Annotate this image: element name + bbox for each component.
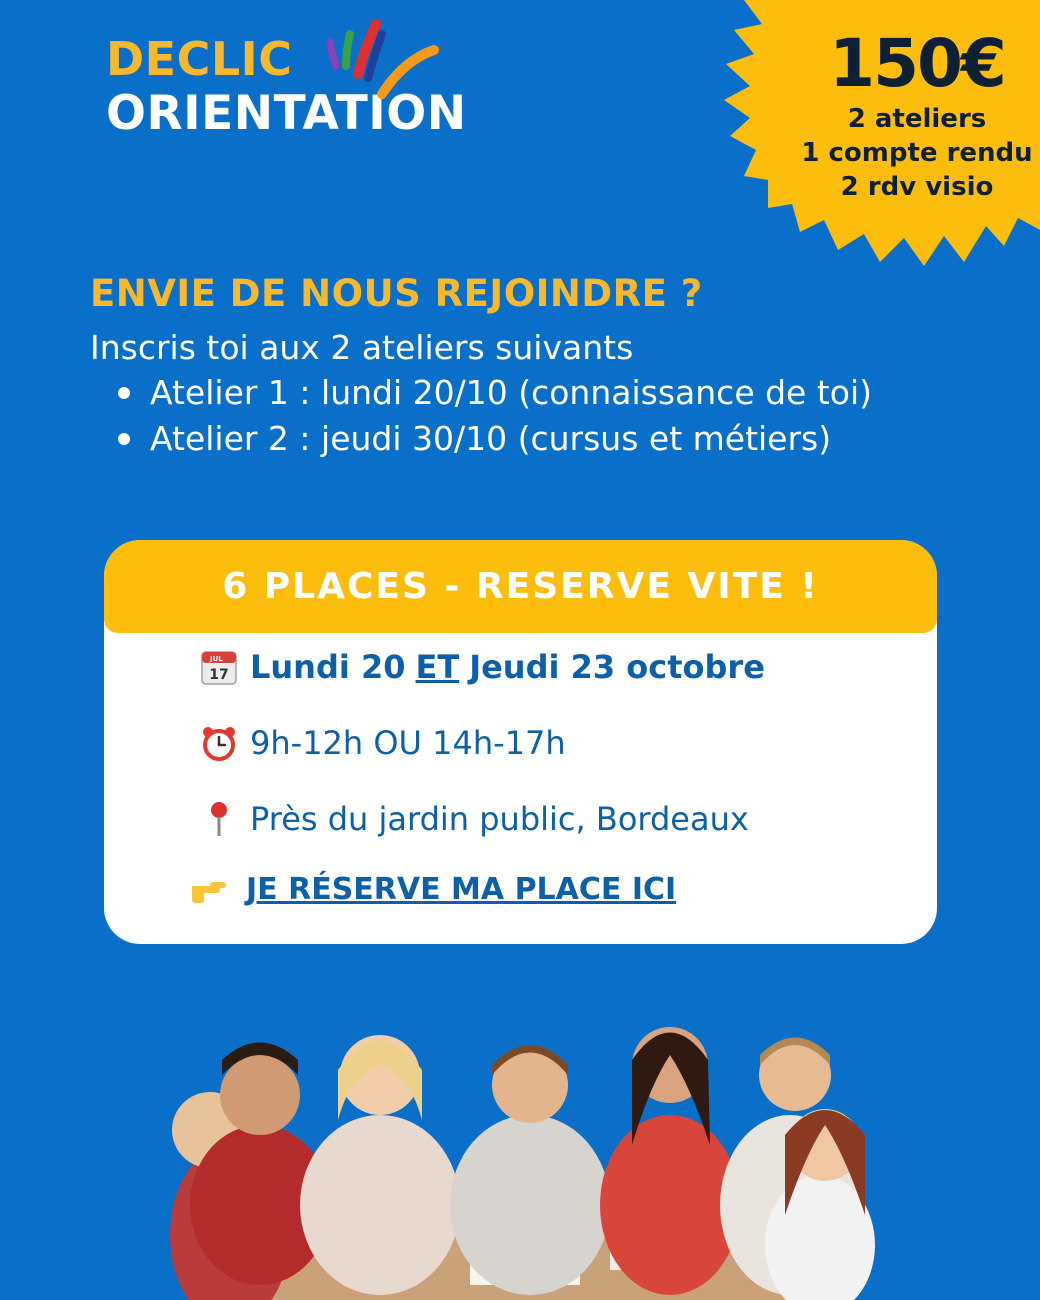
- date-part2: Jeudi 23 octobre: [469, 648, 765, 686]
- price-badge: [794, 26, 1040, 204]
- date-et: ET: [415, 648, 460, 686]
- pin-icon: [200, 800, 238, 838]
- headline: ENVIE DE NOUS REJOINDRE ?: [90, 272, 703, 315]
- intro-text: Inscris toi aux 2 ateliers suivants: [90, 328, 634, 367]
- reserve-link[interactable]: JE RÉSERVE MA PLACE ICI: [246, 871, 677, 907]
- place-text: Près du jardin public, Bordeaux: [250, 800, 749, 838]
- date-row: [200, 648, 765, 686]
- cta-row: [190, 870, 676, 908]
- bullet-icon: [118, 433, 130, 445]
- logo-word-orientation: ORIENTATION: [106, 86, 467, 141]
- places-banner: 6 PLACES - RESERVE VITE !: [104, 540, 937, 633]
- workshop-list: [118, 370, 872, 462]
- price-line: 1 compte rendu: [801, 138, 1033, 168]
- workshop-text: Atelier 2 : jeudi 30/10 (cursus et métiers): [150, 419, 832, 458]
- price-amount: 150€: [829, 25, 1005, 102]
- time-text: 9h-12h OU 14h-17h: [250, 724, 566, 762]
- pointing-hand-icon: [190, 870, 228, 908]
- workshop-text: Atelier 1 : lundi 20/10 (connaissance de toi): [150, 373, 873, 412]
- calendar-icon: [200, 648, 238, 686]
- calendar-icon-day: 17: [209, 667, 229, 683]
- list-item: [118, 370, 872, 416]
- date-part1: Lundi 20: [250, 648, 406, 686]
- alarm-clock-icon: [200, 724, 238, 762]
- time-row: [200, 724, 566, 762]
- logo-brush-strokes-icon: [324, 20, 454, 104]
- info-card: [104, 540, 937, 944]
- place-row: [200, 800, 749, 838]
- list-item: [118, 416, 872, 462]
- price-line: 2 rdv visio: [840, 172, 994, 202]
- students-photo: [170, 1015, 876, 1300]
- bullet-icon: [118, 387, 130, 399]
- logo-word-declic: DECLIC: [106, 32, 293, 86]
- calendar-icon-month: JUL: [210, 655, 223, 663]
- logo: [106, 32, 467, 142]
- price-line: 2 ateliers: [847, 104, 987, 134]
